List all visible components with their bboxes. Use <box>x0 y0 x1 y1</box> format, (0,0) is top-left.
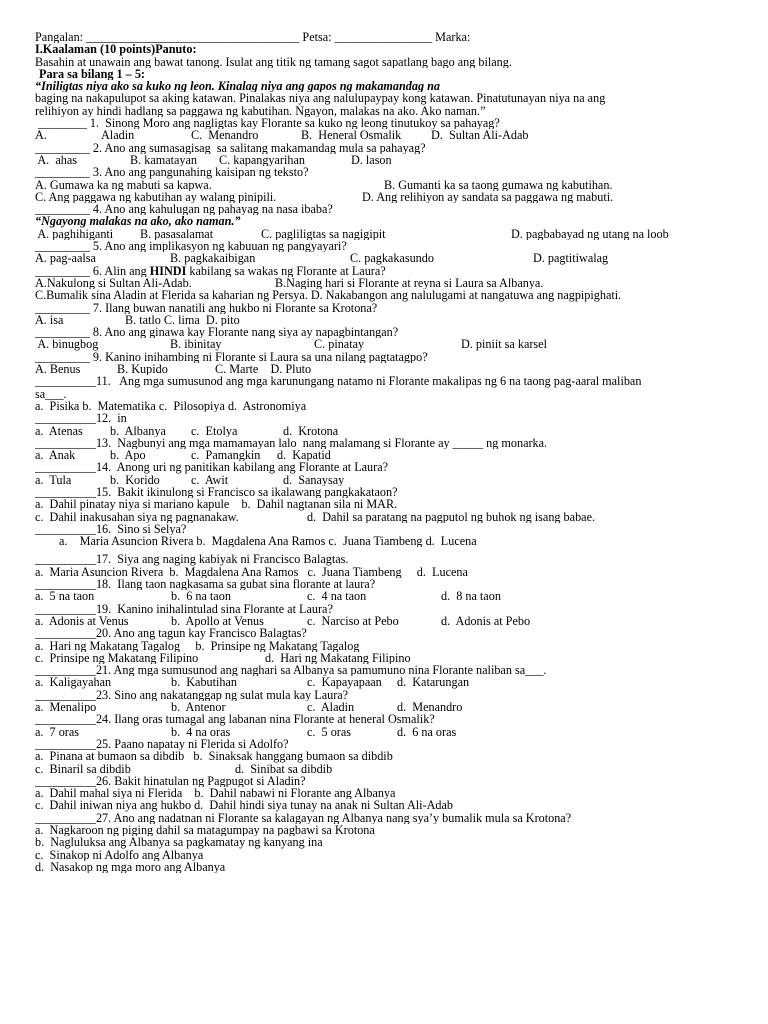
choice: c. Pamangkin <box>191 449 261 462</box>
choice: b. Apo <box>110 449 146 462</box>
question-25: __________25. Paano napatay ni Flerida si Adolfo? <box>35 737 289 751</box>
choice: A. <box>35 129 47 142</box>
question-3: _________ 3. Ano ang pangunahing kaisipan ng teksto? <box>35 166 309 179</box>
question-6-text: kabilang sa wakas ng Florante at Laura? <box>186 264 386 277</box>
choice: b. Antenor <box>171 701 226 714</box>
choice: c. Narciso at Pebo <box>307 614 399 628</box>
choice: d. Sanaysay <box>283 473 345 486</box>
question-19: __________19. Kanino inihalintulad sina Florante at Laura? <box>35 602 333 615</box>
choice: B. Kupido <box>117 363 168 376</box>
passage-quote: “Iniligtas niya ako sa kuko ng leon. Kinalag niya ang gapos ng makamandag na <box>35 80 440 93</box>
question-15: __________15. Bakit ikinulong si Francisco sa ikalawang pangkakataon? <box>35 485 398 499</box>
choice: b. Albanya <box>110 424 166 437</box>
question-24: __________24. Ilang oras tumagal ang labanan nina Florante at heneral Osmalik? <box>35 713 435 726</box>
question-18: __________18. Ilang taon nagkasama sa gubat sina florante at laura? <box>35 578 376 591</box>
choices-19 <box>35 615 748 627</box>
choice: b. 6 na taon <box>171 590 231 603</box>
choice: C. Marte D. Pluto <box>215 363 312 376</box>
question-20: __________20. Ano ang tagun kay Francisco Balagtas? <box>35 627 307 640</box>
choices-16: a. Maria Asuncion Rivera b. Magdalena Ana Ramos c. Juana Tiambeng d. Lucena <box>59 535 477 548</box>
choices-7 <box>35 314 748 326</box>
choice: d. Menandro <box>397 701 463 714</box>
passage-line: baging na nakapulupot sa aking katawan. Pinalakas niya ang nalulupaypay kong katawan. Pinatutunayan niya na ang <box>35 92 606 105</box>
choice: B. kamatayan <box>130 153 198 167</box>
choice: b. 4 na oras <box>171 725 231 738</box>
choice: C. pagkakasundo <box>350 252 434 265</box>
choices-24 <box>35 726 748 738</box>
question-16: __________16. Sino si Selya? <box>35 522 187 536</box>
choice: c. Kapayapaan <box>307 676 382 689</box>
choices-3a <box>35 179 748 191</box>
choices-14 <box>35 474 748 486</box>
choice: c. Prinsipe ng Makatang Filipino <box>35 651 199 665</box>
choice: Aladin <box>101 129 135 142</box>
choice: C. kapangyarihan <box>219 153 305 167</box>
choices-5 <box>35 252 748 264</box>
choice: a. Adonis at Venus <box>35 614 129 628</box>
choice: a. 5 na taon <box>35 590 95 603</box>
question-5: _________ 5. Ano ang implikasyon ng kabuuan ng pangyayari? <box>35 240 347 253</box>
question-6-text: _________ 6. Alin ang <box>35 264 150 277</box>
question-9: _________ 9. Kanino inihambing ni Florante si Laura sa una nilang pagtatagpo? <box>35 350 428 364</box>
choices-11: a. Pisika b. Matematika c. Pilosopiya d. Astronomiya <box>35 399 307 413</box>
choices-15b <box>35 511 748 523</box>
choice: A. ahas <box>35 153 77 167</box>
choice: d. Adonis at Pebo <box>441 614 531 628</box>
choice: A. paghihiganti <box>35 227 114 241</box>
question-8: _________ 8. Ano ang ginawa kay Florante nang siya ay napagbintangan? <box>35 326 399 339</box>
choice: a. Tula <box>35 473 72 486</box>
passage-line: relihiyon ay hindi hadlang sa paggawa ng kabutihan. Ngayon, malakas na ako. Ako naman.” <box>35 104 486 118</box>
question-7: _________ 7. Ilang buwan nanatili ang hukbo ni Florante sa Krotona? <box>35 301 378 314</box>
choice: c. Etolya <box>191 424 238 437</box>
instructions: Basahin at unawain ang bawat tanong. Isulat ang titik ng tamang sagot sapatlang bago ang bilang. <box>35 55 512 68</box>
question-2: _________ 2. Ano ang sumasagisag sa salitang makamandag mula sa pahayag? <box>35 141 426 154</box>
choice: b. Korido <box>110 473 160 486</box>
choice: c. Awit <box>191 473 229 486</box>
choices-26b: c. Dahil iniwan niya ang hukbo d. Dahil hindi siya tunay na anak ni Sultan Ali-Adab <box>35 799 454 812</box>
choice: A.Nakulong si Sultan Ali-Adab. <box>35 276 192 290</box>
choices-20b <box>35 652 748 664</box>
choice: D. piniit sa karsel <box>461 338 547 351</box>
choice: b. Kabutihan <box>171 676 238 689</box>
choices-18 <box>35 590 748 602</box>
choices-12 <box>35 425 748 437</box>
question-13: __________13. Nagbunyi ang mga mamamayan lalo nang malamang si Florante ay _____ ng monarka. <box>35 436 548 450</box>
choices-13 <box>35 449 748 461</box>
choices-1 <box>35 129 748 141</box>
choice: B. Heneral Osmalik <box>301 129 402 142</box>
question-21: __________21. Ang mga sumusunod ang naghari sa Albanya sa pamumuno nina Florante naliban sa___. <box>35 664 547 677</box>
question-12: __________12. in <box>35 412 127 425</box>
choice: d. Dahil sa paratang na pagputol ng buhok ng isang babae. <box>307 510 596 523</box>
choice: c. 5 oras <box>307 725 351 738</box>
choice: D. Sultan Ali-Adab <box>431 129 529 142</box>
choice: b. Apollo at Venus <box>171 614 264 628</box>
choice: D. lason <box>351 153 392 167</box>
choices-3b <box>35 191 748 203</box>
choices-25b <box>35 763 748 775</box>
choice: A. binugbog <box>35 338 99 351</box>
choice: b. Nagluluksa ang Albanya sa pagkamatay ng kanyang ina <box>35 836 323 849</box>
choice: d. Sinibat sa dibdib <box>235 762 333 775</box>
choice: A. Benus <box>35 363 81 376</box>
choice: D. Ang relihiyon ay sandata sa paggawa ng mabuti. <box>362 190 614 204</box>
choices-8 <box>35 338 748 350</box>
choice: d. Katarungan <box>397 676 470 689</box>
choice: c. 4 na taon <box>307 590 367 603</box>
choice: d. 8 na taon <box>441 590 501 603</box>
choice: a. Anak <box>35 449 76 462</box>
choice: c. Aladin <box>307 701 355 714</box>
choice: c. Sinakop ni Adolfo ang Albanya <box>35 848 204 861</box>
question-1: ________ 1. Sinong Moro ang nagligtas kay Florante sa kuko ng leong tinutukoy sa pahayag? <box>35 117 500 130</box>
quote-2: “Ngayong malakas na ako, ako naman.” <box>35 215 241 228</box>
choice: c. Binaril sa dibdib <box>35 762 131 775</box>
choice: B.Naging hari si Florante at reyna si Laura sa Albanya. <box>275 276 544 290</box>
choice: a. Nagkaroon ng piging dahil sa matagumpay na pagbawi sa Krotona <box>35 824 375 837</box>
choice: d. 6 na oras <box>397 725 457 738</box>
section-title: I.Kaalaman (10 points)Panuto: <box>35 43 197 56</box>
choices-23 <box>35 701 748 713</box>
choice: B. ibinitay <box>170 338 222 351</box>
choices-26a: a. Dahil mahal siya ni Flerida b. Dahil nabawi ni Florante ang Albanya <box>35 787 396 800</box>
choice: B. pagkakaibigan <box>170 252 256 265</box>
choice: d. Nasakop ng mga moro ang Albanya <box>35 860 226 874</box>
choices-6b: C.Bumalik sina Aladin at Flerida sa kaharian ng Persya. D. Nakabangon ang nalulugami at nangatuwa ang nagpipighati. <box>35 289 622 302</box>
choice: A. isa <box>35 313 64 327</box>
choice: d. Kapatid <box>277 449 331 462</box>
choice: C. pinatay <box>314 338 365 351</box>
question-27: __________27. Ano ang nadatnan ni Florante sa kalagayan ng Albanya nang sya’y bumalik mula sa Krotona? <box>35 811 572 824</box>
choice: A. Gumawa ka ng mabuti sa kapwa. <box>35 178 212 191</box>
question-11: __________11. Ang mga sumusunod ang mga karunungang natamo ni Florante makalipas ng 6 na taong pag-aaral maliban <box>35 375 642 388</box>
choices-9 <box>35 363 748 375</box>
choice: C. Menandro <box>191 129 259 142</box>
choices-17: a. Maria Asuncion Rivera b. Magdalena Ana Ramos c. Juana Tiambeng d. Lucena <box>35 565 468 579</box>
question-14: __________14. Anong uri ng panitikan kabilang ang Florante at Laura? <box>35 461 389 474</box>
choice: c. Dahil inakusahan siya ng pagnanakaw. <box>35 510 239 523</box>
choice: B. tatlo C. lima D. pito <box>125 313 240 327</box>
question-6-emphasis: HINDI <box>149 264 187 277</box>
header-line: Pangalan: ___________________________________ Petsa: ________________ Marka: <box>35 31 471 44</box>
choice: C. pagliligtas sa nagigipit <box>261 227 386 241</box>
choice: A. pag-aalsa <box>35 252 96 265</box>
choice: B. pasasalamat <box>140 227 214 241</box>
choice: a. Atenas <box>35 424 83 437</box>
question-23: __________23. Sino ang nakatanggap ng sulat mula kay Laura? <box>35 688 349 702</box>
choice: B. Gumanti ka sa taong gumawa ng kabutihan. <box>384 178 613 191</box>
group-label: Para sa bilang 1 – 5: <box>39 67 145 81</box>
choices-2 <box>35 154 748 166</box>
choices-20a: a. Hari ng Makatang Tagalog b. Prinsipe ng Makatang Tagalog <box>35 639 360 652</box>
choice: C. Ang paggawa ng kabutihan ay walang pinipili. <box>35 190 277 204</box>
choice: a. Kaligayahan <box>35 676 112 689</box>
question-6 <box>35 265 748 277</box>
question-17: __________17. Siya ang naging kabiyak ni Francisco Balagtas. <box>35 553 349 566</box>
question-4: _________ 4. Ano ang kahulugan ng pahayag na nasa ibaba? <box>35 203 333 216</box>
choice: D. pagtitiwalag <box>533 252 609 265</box>
question-26: __________26. Bakit hinatulan ng Pagpugot si Aladin? <box>35 774 306 788</box>
choices-25a: a. Pinana at bumaon sa dibdib b. Sinaksak hanggang bumaon sa dibdib <box>35 750 393 763</box>
choice: D. pagbabayad ng utang na loob <box>511 227 669 241</box>
choices-6a <box>35 277 748 289</box>
choices-4 <box>35 228 748 240</box>
choices-21 <box>35 676 748 688</box>
choice: a. 7 oras <box>35 725 79 738</box>
choices-15a: a. Dahil pinatay niya si mariano kapule b. Dahil nagtanan sila ni MAR. <box>35 498 398 511</box>
choice: d. Krotona <box>283 424 339 437</box>
choice: d. Hari ng Makatang Filipino <box>265 651 411 665</box>
question-11-cont: sa___. <box>35 387 67 400</box>
choice: a. Menalipo <box>35 701 97 714</box>
